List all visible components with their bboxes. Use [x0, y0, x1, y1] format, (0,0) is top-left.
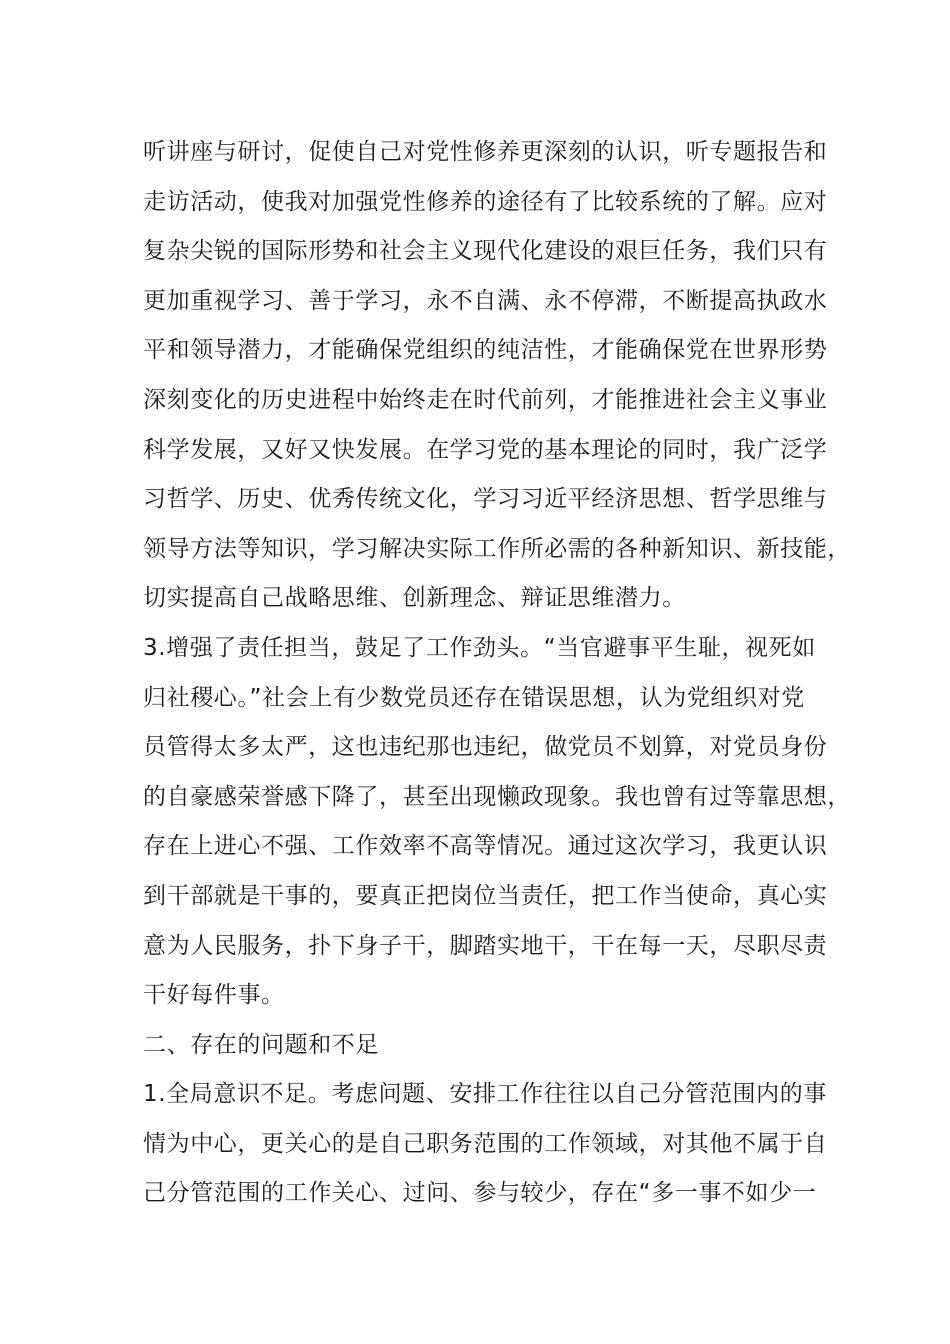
text-line: 平和领导潜力，才能确保党组织的纯洁性，才能确保党在世界形势 [143, 337, 828, 364]
text-line: 干好每件事。 [143, 982, 285, 1009]
text-line: 领导方法等知识，学习解决实际工作所必需的各种新知识、新技能， [143, 535, 851, 562]
text-line: 听讲座与研讨，促使自己对党性修养更深刻的认识，听专题报告和 [143, 139, 828, 165]
document-body [143, 128, 851, 1219]
text-line: 己分管范围的工作关心、过问、参与较少，存在“多一事不如少一 [143, 1180, 817, 1207]
text-line: 到干部就是干事的，要真正把岗位当责任，把工作当使命，真心实 [143, 882, 828, 909]
text-line: 1.全局意识不足。考虑问题、安排工作往往以自己分管范围内的事 [143, 1081, 827, 1108]
text-line: 归社稷心。”社会上有少数党员还存在错误思想，认为党组织对党 [143, 684, 805, 711]
text-line: 深刻变化的历史进程中始终走在时代前列，才能推进社会主义事业 [143, 386, 828, 413]
text-line: 走访活动，使我对加强党性修养的途径有了比较系统的了解。应对 [143, 188, 828, 215]
text-line: 切实提高自己战略思维、创新理念、辩证思维潜力。 [143, 585, 686, 612]
text-line: 意为人民服务，扑下身子干，脚踏实地干，干在每一天，尽职尽责 [143, 932, 828, 959]
section-heading: 二、存在的问题和不足 [143, 1031, 379, 1058]
text-line: 情为中心，更关心的是自己职务范围的工作领域，对其他不属于自 [143, 1130, 828, 1157]
text-line: 3.增强了责任担当，鼓足了工作劲头。“当官避事平生耻，视死如 [143, 634, 816, 661]
text-line: 存在上进心不强、工作效率不高等情况。通过这次学习，我更认识 [143, 833, 828, 860]
text-line: 习哲学、历史、优秀传统文化，学习习近平经济思想、哲学思维与 [143, 486, 828, 513]
text-line: 的自豪感荣誉感下降了，甚至出现懒政现象。我也曾有过等靠思想， [143, 783, 851, 810]
text-line: 复杂尖锐的国际形势和社会主义现代化建设的艰巨任务，我们只有 [143, 238, 828, 265]
text-line: 更加重视学习、善于学习，永不自满、永不停滞，不断提高执政水 [143, 287, 828, 314]
text-line: 员管得太多太严，这也违纪那也违纪，做党员不划算，对党员身份 [143, 734, 828, 761]
text-line: 科学发展，又好又快发展。在学习党的基本理论的同时，我广泛学 [143, 436, 828, 463]
